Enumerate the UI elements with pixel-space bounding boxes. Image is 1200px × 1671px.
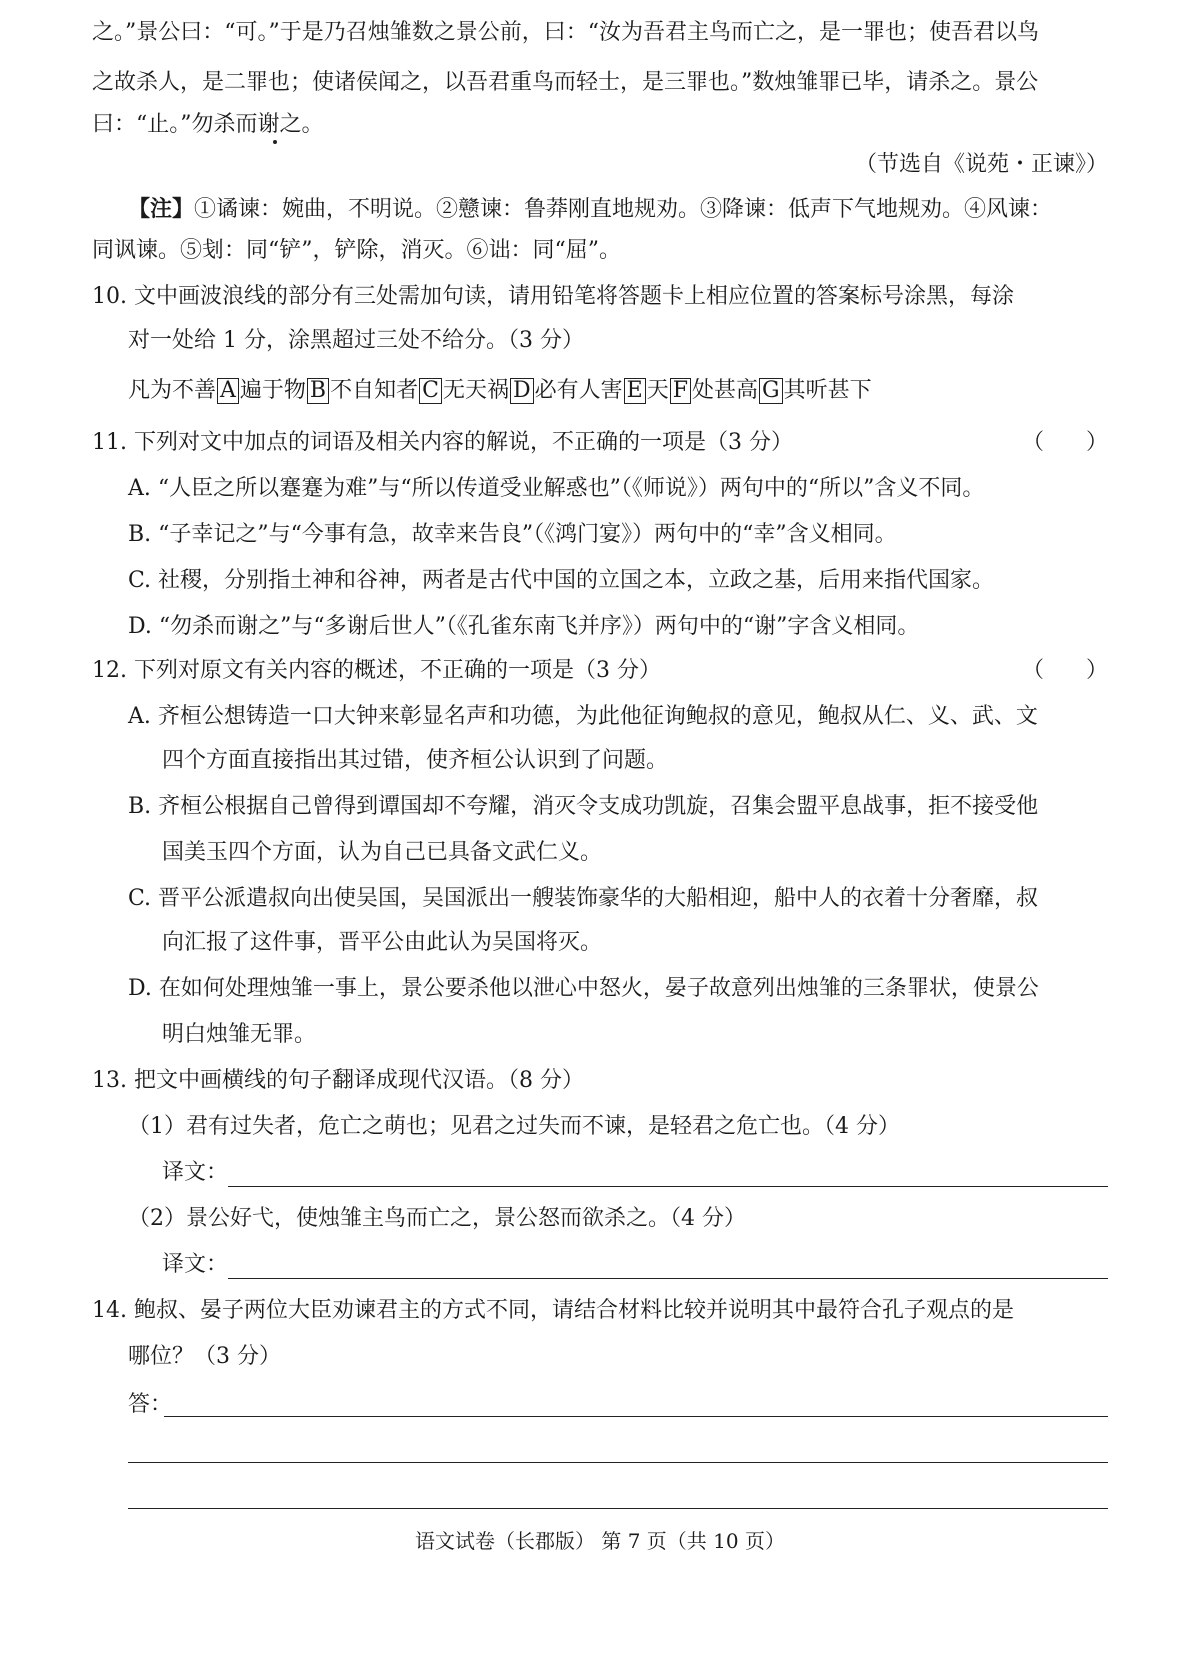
segment-text: 必有人害 <box>534 378 623 403</box>
question-12-option-a-cont: 四个方面直接指出其过错，使齐桓公认识到了问题。 <box>162 748 669 773</box>
option-box-c[interactable]: C <box>419 378 442 404</box>
passage-line: 曰：“止。”勿杀而谢之。 <box>92 112 324 137</box>
answer-bracket[interactable]: （ ） <box>1022 430 1108 455</box>
option-box-g[interactable]: G <box>759 378 783 404</box>
question-13-stem: 13. 把文中画横线的句子翻译成现代汉语。（8 分） <box>92 1068 584 1093</box>
translation-label: 译文： <box>162 1160 229 1185</box>
option-box-b[interactable]: B <box>307 378 329 404</box>
question-10-stem-cont: 对一处给 1 分，涂黑超过三处不给分。（3 分） <box>128 328 584 353</box>
annotation-note-cont: 同讽谏。⑤刬：同“铲”，铲除，消灭。⑥诎：同“屈”。 <box>92 238 621 263</box>
question-11-stem: 11. 下列对文中加点的词语及相关内容的解说，不正确的一项是（3 分） <box>92 430 793 455</box>
segment-text: 凡为不善 <box>128 378 217 403</box>
page-footer: 语文试卷（长郡版） 第 7 页（共 10 页） <box>415 1529 785 1553</box>
question-11-option-a: A. “人臣之所以蹇蹇为难”与“所以传道受业解惑也”（《师说》）两句中的“所以”含义不同。 <box>128 476 985 501</box>
question-14-stem-cont: 哪位？（3 分） <box>128 1344 281 1369</box>
question-12-option-d: D. 在如何处理烛雏一事上，景公要杀他以泄心中怒火，晏子故意列出烛雏的三条罪状，使景公 <box>128 976 1039 1001</box>
answer-line-1[interactable] <box>164 1416 1108 1417</box>
segment-text: 其听甚下 <box>783 378 872 403</box>
question-10-stem: 10. 文中画波浪线的部分有三处需加句读，请用铅笔将答题卡上相应位置的答案标号涂黑，每涂 <box>92 284 1014 309</box>
question-12-option-d-cont: 明白烛雏无罪。 <box>162 1022 317 1047</box>
answer-line-3[interactable] <box>128 1508 1108 1509</box>
question-12-stem: 12. 下列对原文有关内容的概述，不正确的一项是（3 分） <box>92 658 661 683</box>
answer-line-2[interactable] <box>128 1462 1108 1463</box>
option-box-a[interactable]: A <box>217 378 239 404</box>
passage-line: 之。”景公曰：“可。”于是乃召烛雏数之景公前，曰：“汝为吾君主鸟而亡之，是一罪也；使吾君以鸟 <box>92 20 1039 45</box>
question-11-option-b: B. “子幸记之”与“今事有急，故幸来告良”（《鸿门宴》）两句中的“幸”含义相同。 <box>128 522 897 547</box>
question-11-option-d: D. “勿杀而谢之”与“多谢后世人”（《孔雀东南飞并序》）两句中的“谢”字含义相同。 <box>128 614 920 639</box>
translation-answer-line-2[interactable] <box>228 1278 1108 1279</box>
annotation-note <box>128 194 1052 225</box>
question-11-option-c: C. 社稷，分别指土神和谷神，两者是古代中国的立国之本，立政之基，后用来指代国家。 <box>128 568 995 593</box>
question-14-stem: 14. 鲍叔、晏子两位大臣劝谏君主的方式不同，请结合材料比较并说明其中最符合孔子观点的是 <box>92 1298 1014 1323</box>
segment-text: 天 <box>646 378 669 403</box>
passage-line: 之故杀人，是二罪也；使诸侯闻之，以吾君重鸟而轻士，是三罪也。”数烛雏罪已毕，请杀之。景公 <box>92 70 1039 95</box>
translation-answer-line-1[interactable] <box>228 1186 1108 1187</box>
question-12-option-b: B. 齐桓公根据自己曾得到谭国却不夸耀，消灭令支成功凯旋，召集会盟平息战事，拒不接受他 <box>128 794 1039 819</box>
option-box-f[interactable]: F <box>670 378 691 404</box>
note-label: 【注】 <box>128 196 195 222</box>
passage-source: （节选自《说苑・正谏》） <box>854 152 1108 177</box>
question-12-option-c-cont: 向汇报了这件事，晋平公由此认为吴国将灭。 <box>162 930 603 955</box>
question-13-sub-1: （1）君有过失者，危亡之萌也；见君之过失而不谏，是轻君之危亡也。（4 分） <box>128 1114 900 1139</box>
answer-bracket[interactable]: （ ） <box>1022 658 1108 683</box>
question-12-option-b-cont: 国美玉四个方面，认为自己已具备文武仁义。 <box>162 840 603 865</box>
answer-label: 答： <box>128 1392 173 1417</box>
segment-text: 不自知者 <box>330 378 419 403</box>
question-13-sub-2: （2）景公好弋，使烛雏主鸟而亡之，景公怒而欲杀之。（4 分） <box>128 1206 746 1231</box>
question-10-segments <box>128 376 872 406</box>
translation-label: 译文： <box>162 1252 229 1277</box>
question-12-option-a: A. 齐桓公想铸造一口大钟来彰显名声和功德，为此他征询鲍叔的意见，鲍叔从仁、义、武、文 <box>128 704 1038 729</box>
segment-text: 处甚高 <box>691 378 758 403</box>
question-12-option-c: C. 晋平公派遣叔向出使吴国，吴国派出一艘装饰豪华的大船相迎，船中人的衣着十分奢靡，叔 <box>128 886 1039 911</box>
emphasis-dot <box>273 140 277 144</box>
note-text: ①谲谏：婉曲，不明说。②戆谏：鲁莽刚直地规劝。③降谏：低声下气地规劝。④风谏： <box>194 197 1053 222</box>
option-box-d[interactable]: D <box>510 378 534 404</box>
option-box-e[interactable]: E <box>624 378 646 404</box>
segment-text: 无天祸 <box>442 378 509 403</box>
segment-text: 遍于物 <box>239 378 306 403</box>
